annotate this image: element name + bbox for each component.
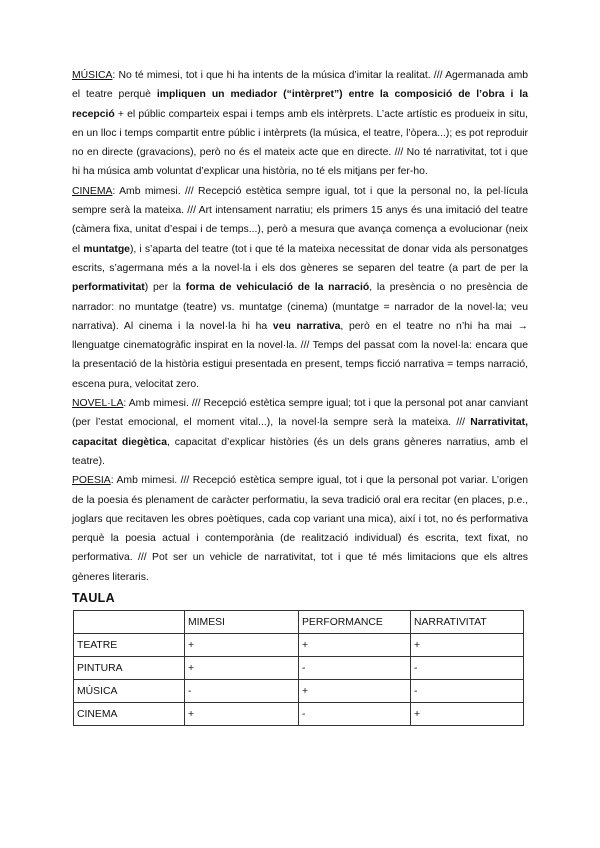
paragraph-poesia <box>72 471 528 587</box>
bold-text: forma de vehiculació de la narració <box>185 282 370 294</box>
text-run: : Amb mimesi. /// Recepció estètica sempre igual; tot i que la personal pot anar canviant (per l’estat emocional, el moment vital...), la novel·la sempre serà la mateixa. /// <box>72 398 528 429</box>
text-run: ), i s’aparta del teatre (tot i que té la mateixa necessitat de donar vida als personatges escrits, s’agermana més a la novel·la i els dos gèneres se separen del teatre (a part de per la <box>72 243 528 274</box>
comparison-table <box>73 610 524 726</box>
text-run: : No té mimesi, tot i que hi ha intents de la música d’imitar la realitat. /// Agermanada amb el teatre perquè <box>72 70 528 101</box>
table-row <box>74 634 524 657</box>
bold-text: performativitat <box>72 282 145 294</box>
table-cell: - <box>185 680 299 703</box>
table-cell: - <box>411 680 524 703</box>
table-header-row <box>74 611 524 634</box>
section-heading: MÚSICA <box>72 70 113 81</box>
table-cell: - <box>411 657 524 680</box>
section-heading: NOVEL·LA <box>72 398 124 410</box>
text-run: , la presència o no presència de narrador: no muntatge (teatre) vs. muntatge (cinema) (muntatge = narrador de la novel·la; veu narrativa). Al cinema i la novel·la hi ha <box>72 282 529 332</box>
bold-text: veu narrativa <box>272 320 341 332</box>
text-run: + el públic comparteix espai i temps amb els intèrprets. L’acte artístic es produeix in situ, en un lloc i temps compartit entre públic i intèrprets (la música, el teatre, l’òpera...); es pot reproduir no en directe (gravacions), però no és el mateix acte que en directe. /// No té narrativitat, tot i que hi ha música amb voluntat d’explicar una història, no té els mitjans per fer-ho. <box>72 108 528 178</box>
paragraph-musica <box>72 66 528 182</box>
text-run: : Amb mimesi. /// Recepció estètica sempre igual, tot i que la personal no, la pel·lícula sempre serà la mateixa. /// Art intensament narratiu; els primers 15 anys és una imitació del teatre (càmera fixa, unitat d’espai i de temps...), però a mesura que avança comença a evolucionar (neix el <box>72 185 528 255</box>
body-text <box>72 66 528 587</box>
row-label-cell: PINTURA <box>74 657 185 680</box>
table-cell: - <box>299 657 411 680</box>
table-cell: + <box>411 634 524 657</box>
row-label-cell: CINEMA <box>74 703 185 726</box>
table-cell: - <box>299 703 411 726</box>
table-row <box>74 680 524 703</box>
section-heading: POESIA <box>72 475 111 487</box>
table-header-cell <box>74 611 185 634</box>
text-run: ) per la <box>144 282 186 294</box>
table-header-cell: PERFORMANCE <box>299 611 411 634</box>
paragraph-novella <box>72 394 528 471</box>
table-header-cell: NARRATIVITAT <box>411 611 524 634</box>
table-cell: + <box>299 680 411 703</box>
document-page <box>72 66 528 726</box>
bold-text: Narrativitat, capacitat diegètica <box>72 417 528 448</box>
text-run: , però en el teatre no n’hi ha mai → llenguatge cinematogràfic inspirat en la novel·la. /// Temps del passat com la novel·la: encara que la presentació de la història estigui presentada en present, temps ficció narrativa = temps narració, escena pura, velocitat zero. <box>72 320 528 390</box>
row-label-cell: TEATRE <box>74 634 185 657</box>
bold-text: impliquen un mediador (“intèrpret”) entre la composició de l’obra i la recepció <box>72 89 528 120</box>
table-title: TAULA <box>72 591 115 606</box>
table-row <box>74 703 524 726</box>
table-cell: + <box>299 634 411 657</box>
row-label-cell: MÚSICA <box>74 680 185 703</box>
bold-text: muntatge <box>83 243 130 255</box>
table-cell: + <box>185 634 299 657</box>
text-run: , capacitat d’explicar històries (és un dels grans gèneres narratius, amb el teatre). <box>72 436 528 467</box>
text-run: : Amb mimesi. /// Recepció estètica sempre igual, tot i que la personal pot variar. L’origen de la poesia és plenament de caràcter performatiu, la seva tradició oral era recitar (en places, p.e., joglars que recitaven les obres poètiques, cada cop variant una mica), així i tot, no és performativa perquè la poesia actual i contemporània (de realització individual) és escrita, text fixat, no performativa. /// Pot ser un vehicle de narrativitat, tot i que té més limitacions que els altres gèneres literaris. <box>72 475 528 583</box>
table-cell: + <box>185 703 299 726</box>
section-heading: CINEMA <box>72 185 113 197</box>
table-cell: + <box>411 703 524 726</box>
paragraph-cinema <box>72 182 528 394</box>
table-row <box>74 657 524 680</box>
table-header-cell: MIMESI <box>185 611 299 634</box>
table-cell: + <box>185 657 299 680</box>
